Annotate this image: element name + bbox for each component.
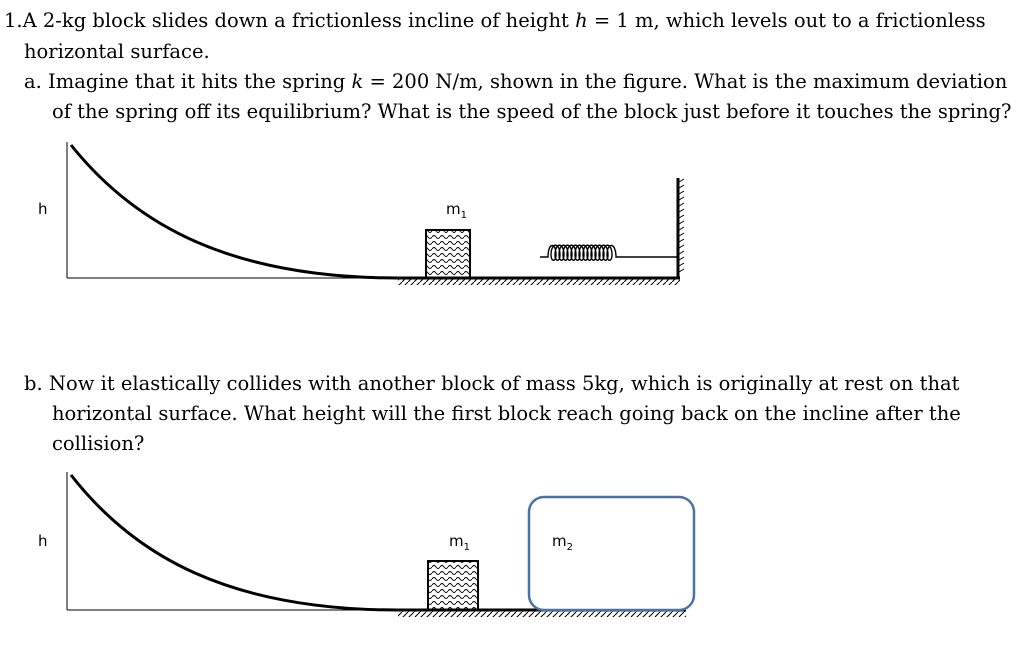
block-m2-label: $m_2$ (552, 532, 573, 553)
part-a-marker: a. (24, 70, 42, 93)
problem-intro-line2: horizontal surface. (24, 40, 210, 63)
part-a-line2: of the spring off its equilibrium? What is the speed of the block just before it touches the spring? (52, 100, 1012, 123)
part-a-text-pre: Imagine that it hits the spring (48, 70, 352, 93)
part-b-marker: b. (24, 372, 43, 395)
block-m2 (529, 497, 694, 610)
height-label-b: h (38, 532, 48, 550)
intro-eq: = 1 m, which levels out to a frictionless (587, 9, 986, 32)
h-symbol: h (575, 9, 588, 32)
k-symbol: k (351, 70, 364, 93)
part-b-line3: collision? (52, 432, 145, 455)
intro-text: A 2-kg block slides down a frictionless incline of height (22, 9, 576, 32)
block-m1-label-b: $m_1$ (449, 532, 470, 553)
part-a-text-post: = 200 N/m, shown in the figure. What is the maximum deviation (363, 70, 1008, 93)
block-m1-b (428, 561, 478, 610)
part-b-line2: horizontal surface. What height will the first block reach going back on the incline after the (52, 402, 961, 425)
block-m1-label-a: $m_1$ (446, 200, 467, 221)
problem-number: 1. (4, 9, 23, 32)
part-b-text: Now it elastically collides with another block of mass 5kg, which is originally at rest on that (48, 372, 960, 395)
ground-b-hatch (398, 611, 686, 617)
incline-b-curve (71, 475, 398, 610)
height-label-a: h (38, 200, 48, 218)
